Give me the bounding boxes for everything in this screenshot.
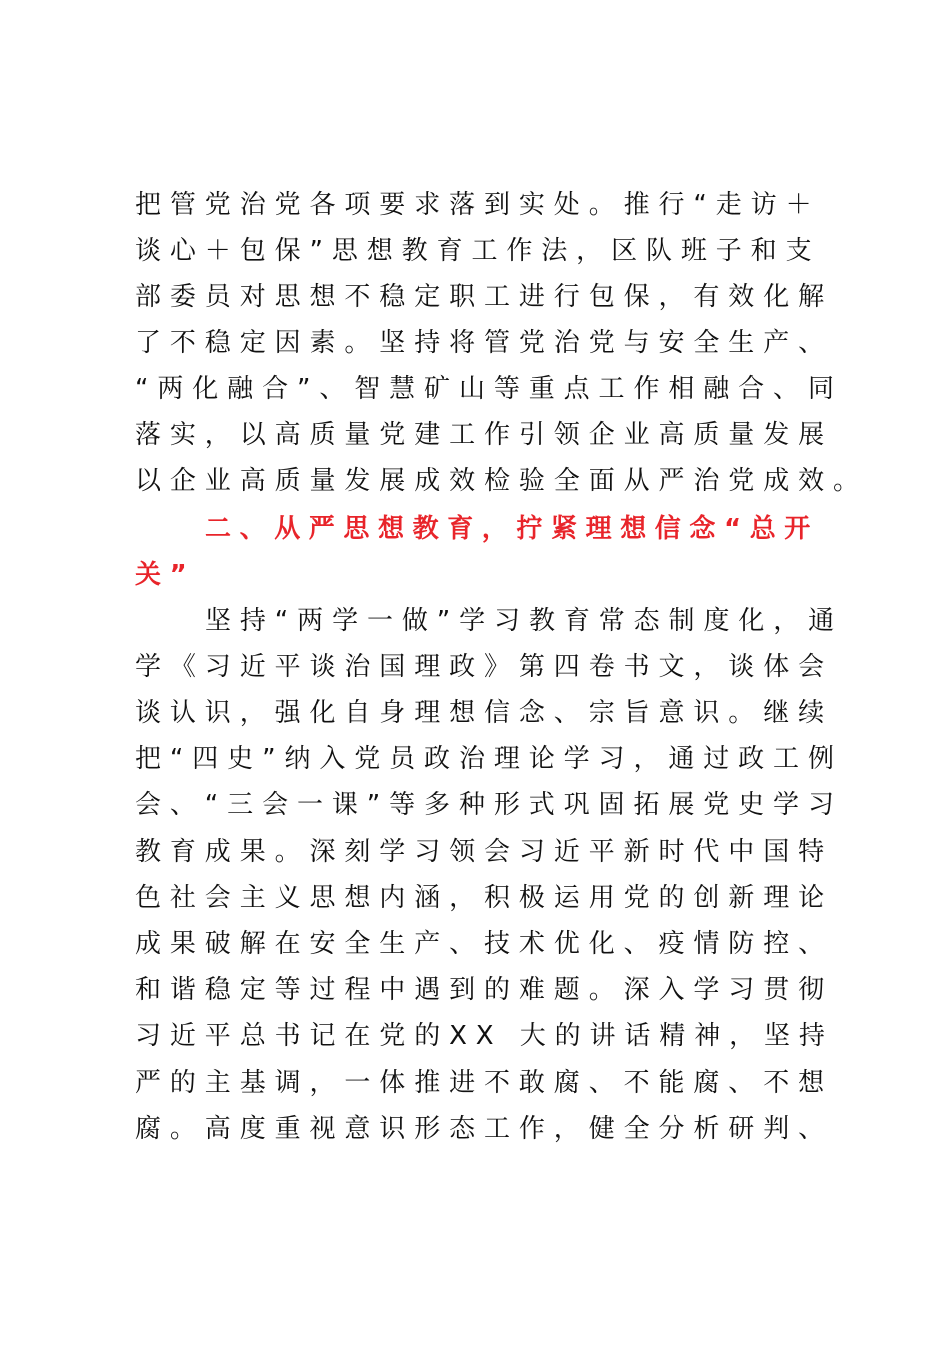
text-line: 腐。高度重视意识形态工作，健全分析研判、 (135, 1114, 834, 1144)
text-line: 把管党治党各项要求落到实处。推行“走访＋ (135, 190, 821, 220)
text-line: 谈心＋包保”思想教育工作法，区队班子和支 (135, 236, 821, 266)
heading-line: 二、从严思想教育，拧紧理想信念“总开 (205, 514, 819, 544)
text-line: 落实，以高质量党建工作引领企业高质量发展 (135, 420, 834, 450)
text-line: 教育成果。深刻学习领会习近平新时代中国特 (135, 837, 834, 867)
text-line: 和谐稳定等过程中遇到的难题。深入学习贯彻 (135, 975, 834, 1005)
text-line: 把“四史”纳入党员政治理论学习，通过政工例 (135, 744, 843, 774)
text-line: 成果破解在安全生产、技术优化、疫情防控、 (135, 929, 834, 959)
text-line: 以企业高质量发展成效检验全面从严治党成效。 (135, 466, 868, 496)
text-line: 严的主基调，一体推进不敢腐、不能腐、不想 (135, 1068, 834, 1098)
text-line: 习近平总书记在党的XX 大的讲话精神，坚持 (135, 1021, 834, 1051)
heading-line: 关” (135, 560, 196, 590)
text-line: 部委员对思想不稳定职工进行包保，有效化解 (135, 282, 834, 312)
text-line: 色社会主义思想内涵，积极运用党的创新理论 (135, 883, 834, 913)
text-line: 谈认识，强化自身理想信念、宗旨意识。继续 (135, 698, 834, 728)
text-line: “两化融合”、智慧矿山等重点工作相融合、同 (135, 374, 843, 404)
text-line: 学《习近平谈治国理政》第四卷书文，谈体会 (135, 652, 834, 682)
text-line: 坚持“两学一做”学习教育常态制度化，通 (205, 606, 844, 636)
text-line: 了不稳定因素。坚持将管党治党与安全生产、 (135, 328, 834, 358)
text-line: 会、“三会一课”等多种形式巩固拓展党史学习 (135, 790, 843, 820)
